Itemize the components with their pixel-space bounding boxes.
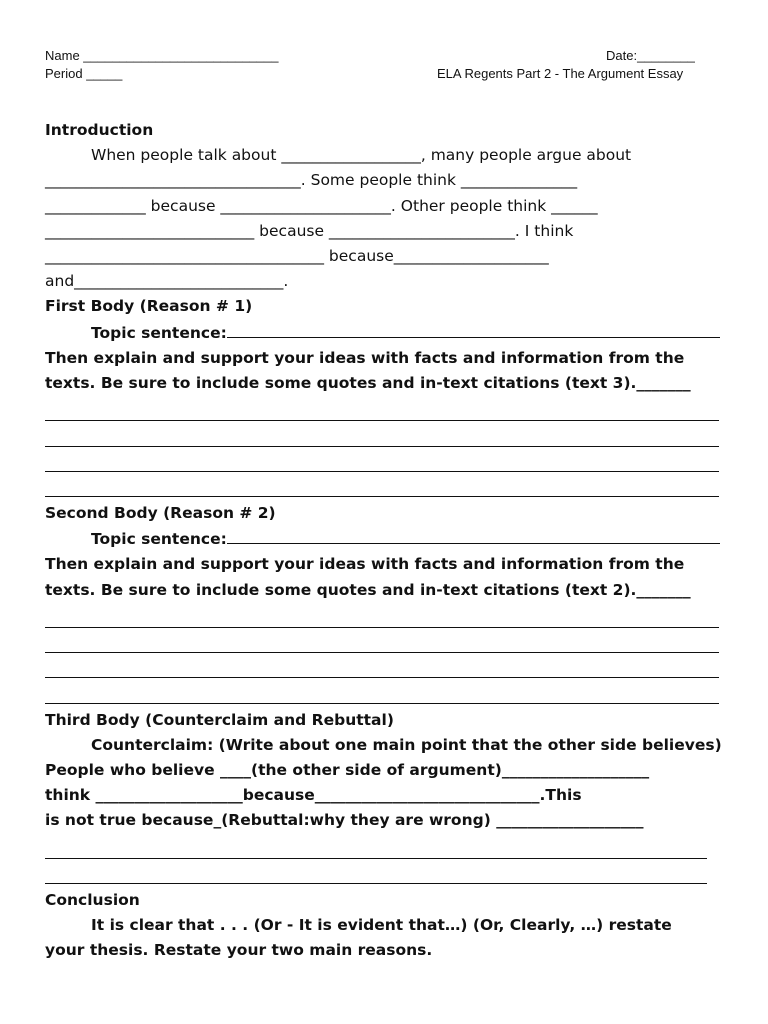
period-field[interactable]: Period _____ (45, 66, 123, 81)
counterclaim-prompt: Counterclaim: (Write about one main point that the other side believes) (91, 735, 722, 754)
introduction-heading: Introduction (45, 121, 154, 139)
writing-line[interactable] (45, 472, 719, 497)
writing-line[interactable] (45, 396, 719, 421)
second-body-heading: Second Body (Reason # 2) (45, 503, 276, 522)
intro-line[interactable]: and___________________________. (45, 272, 289, 291)
writing-line[interactable] (45, 603, 719, 628)
writing-line[interactable] (45, 421, 719, 446)
intro-line[interactable]: When people talk about __________________, many people argue about (91, 146, 632, 165)
intro-line[interactable]: _____________ because ______________________. Other people think ______ (45, 196, 598, 215)
first-body-topic-sentence[interactable] (45, 320, 725, 346)
writing-line[interactable] (45, 653, 719, 678)
intro-line[interactable]: ____________________________________ because____________________ (45, 247, 549, 266)
first-body-instruction: Then explain and support your ideas with facts and information from the (45, 348, 685, 367)
first-body-instruction[interactable]: texts. Be sure to include some quotes and in-text citations (text 3)._______ (45, 374, 691, 393)
intro-line[interactable]: ___________________________ because ________________________. I think (45, 221, 574, 240)
writing-line[interactable] (45, 628, 719, 653)
third-body-heading: Third Body (Counterclaim and Rebuttal) (45, 710, 394, 729)
topic-sentence-blank[interactable] (227, 526, 720, 544)
writing-line[interactable] (45, 859, 707, 884)
rebuttal-line[interactable]: is not true because_(Rebuttal:why they are wrong) ___________________ (45, 811, 644, 830)
conclusion-instruction: It is clear that . . . (Or - It is evident that…) (Or, Clearly, …) restate (91, 916, 672, 935)
topic-sentence-label: Topic sentence: (91, 323, 227, 342)
date-field[interactable]: Date:________ (606, 48, 695, 63)
intro-line[interactable]: _________________________________. Some people think _______________ (45, 171, 578, 190)
document-title: ELA Regents Part 2 - The Argument Essay (437, 66, 684, 81)
second-body-instruction[interactable]: texts. Be sure to include some quotes and in-text citations (text 2)._______ (45, 580, 691, 599)
topic-sentence-blank[interactable] (227, 320, 720, 338)
topic-sentence-label: Topic sentence: (91, 530, 227, 549)
essay-outline (45, 118, 725, 964)
second-body-instruction: Then explain and support your ideas with facts and information from the (45, 555, 685, 574)
conclusion-instruction: your thesis. Restate your two main reasons. (45, 941, 433, 960)
counterclaim-line[interactable]: think ___________________because_____________________________.This (45, 786, 582, 805)
first-body-heading: First Body (Reason # 1) (45, 297, 253, 316)
writing-line[interactable] (45, 447, 719, 472)
writing-line[interactable] (45, 834, 707, 859)
name-field[interactable]: Name ___________________________ (45, 48, 279, 63)
second-body-topic-sentence[interactable] (45, 526, 725, 552)
writing-line[interactable] (45, 678, 719, 703)
counterclaim-line[interactable]: People who believe ____(the other side of argument)___________________ (45, 760, 650, 779)
conclusion-heading: Conclusion (45, 890, 140, 909)
